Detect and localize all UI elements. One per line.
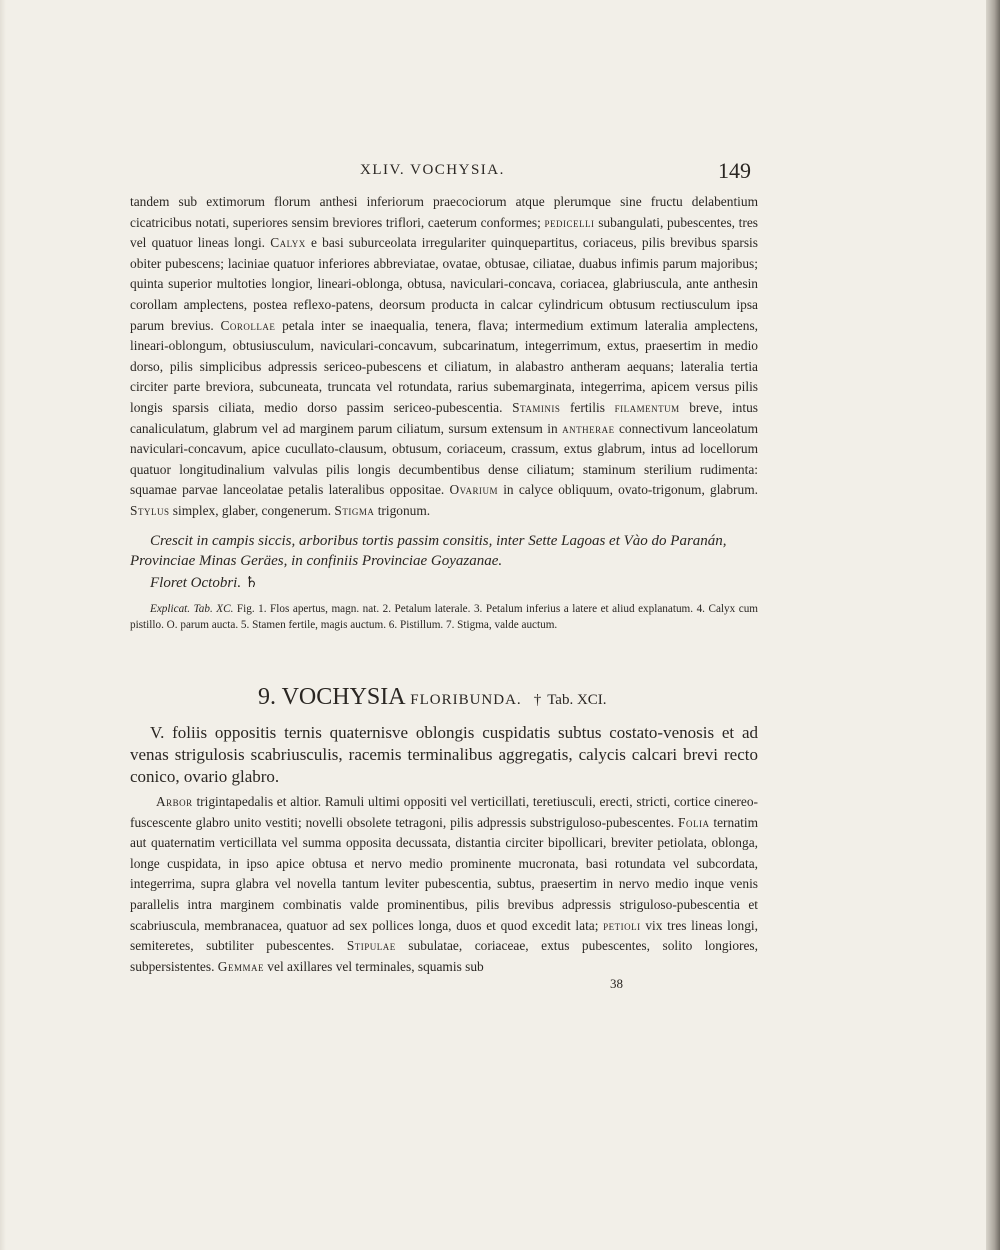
species-number-genus: 9. VOCHYSIA [258, 684, 405, 710]
running-head [0, 160, 1000, 190]
text-run: fertilis [560, 399, 615, 415]
term-antherae: antherae [562, 420, 615, 436]
habitat-note: Crescit in campis siccis, arboribus tortis passim consitis, inter Sette Lagoas et Vào do Paranán, Provinciae Minas Geräes, in confiniis Provinciae Goyazanae. [130, 533, 727, 569]
text-run: vel axillares vel terminales, squamis sub [263, 958, 484, 974]
term-gemmae: Gemmae [217, 958, 264, 974]
term-pedicelli: pedicelli [544, 214, 595, 230]
description-paragraph-1 [130, 192, 758, 522]
text-run: trigintapedalis et altior. Ramuli ultimi oppositi vel verticillati, teretiusculi, erecti, stricti, cortice cinereo-fuscescente glabro unito vestiti; novelli obsolete tetragoni, pilis adpressis substriguloso-pubescentes. [130, 794, 758, 830]
text-run: e basi suburceolata irregulariter quinquepartitus, coriaceus, pilis brevibus sparsis obiter pubescens; laciniae quatuor inferiores abbreviatae, ovatae, obtusae, ciliatae, duabus infimis parum majoribus; quinta superior multoties longior, lineari-oblonga, obtusa, naviculari-concava, coriacea, glabriuscula, ante anthesin corollam amplectens, postea reflexo-patens, deorsum producta in calcar cylindricum obtusum rectiusculum ipsa parum brevius. [130, 235, 758, 333]
text-run: breve, intus canaliculatum, glabrum vel ad marginem parum ciliatum, sursum extensum in [130, 399, 758, 436]
term-calyx: Calyx [270, 235, 306, 251]
species-diagnosis: V. foliis oppositis ternis quaternisve oblongis cuspidatis subtus costato-venosis et ad venas strigulosis scabriusculis, racemis terminalibus aggregatis, calycis calcari brevi recto conico, ovario glabro. [130, 723, 758, 786]
text-run: connectivum lanceolatum naviculari-concavum, apice cucullato-clausum, obtusum, coriaceum, crassum, extus glabrum, intus ad locellorum quatuor longitudinalium valvulas pilis longis decumbentibus dense ciliatum; staminum sterilium rudimenta: squamae parvae lanceolatae petalis lateralibus oppositae. [130, 420, 758, 498]
explicat-label: Explicat. Tab. XC. [150, 603, 234, 615]
term-folia: Folia [678, 814, 710, 830]
explicat-text: Fig. 1. Flos apertus, magn. nat. 2. Petalum laterale. 3. Petalum inferius a latere et aliud explanatum. 4. Calyx cum pistillo. O. parum aucta. 5. Stamen fertile, magis auctum. 6. Pistillum. 7. Stigma, valde auctum. [130, 603, 758, 631]
term-petioli: petioli [603, 917, 641, 933]
term-ovarium: Ovarium [449, 482, 498, 498]
text-run: petala inter se inaequalia, tenera, flava; intermedium extimum lateralia amplectens, lineari-oblongum, obtusiusculum, naviculari-concavum, subcarinatum, integerrimum, extus, praesertim in medio dorso, pilis simplicibus adpressis sericeo-pubescens et ciliatum, in alabastro antheram aequans; lateralia tertia circiter parte breviora, subcuneata, truncata vel rotundata, rarius subemarginata, integerrima, apicem versus pilis longis sparsis ciliata, medio dorso passim sericeo-pubescentia. [130, 317, 759, 415]
text-run: subangulati, pubescentes, tres vel quatuor lineas longi. [130, 214, 759, 251]
plate-reference: Tab. XCI. [547, 692, 607, 708]
flowering-note: Floret Octobri. ♄ [150, 575, 259, 591]
page-number: 149 [718, 158, 751, 183]
term-stigma: Stigma [334, 502, 375, 518]
species-heading [258, 684, 758, 711]
species-epithet: FLORIBUNDA. [410, 692, 522, 708]
term-arbor: Arbor [156, 794, 193, 809]
text-run: tandem sub extimorum florum anthesi inferiorum praecociorum atque plerumque sine fructu delabentium cicatricibus notati, superiores sensim breviores triflori, caeterum conformes; [130, 194, 758, 230]
term-staminis: Staminis [512, 399, 561, 415]
obelus-mark: † [533, 692, 542, 708]
term-corollae: Corollae [220, 317, 276, 333]
text-run: in calyce obliquum, ovato-trigonum, glabrum. [497, 482, 758, 498]
text-run: ternatim aut quaternatim verticillata vel summa opposita decussata, distantia circiter bipollicari, breviter petiolata, oblonga, longe cuspidata, in ipso apice obtusa et nervo medio prominente mucronata, basi rotundata vel subcordata, integerrima, supra glabra vel novella tantum leviter pubescentia, subtus, praesertim in nervo medio inque venis parallelis intra marginem combinatis valde prominentibus, pilis brevibus adpressis striguloso-pubescentia et scabriuscula, membranacea, quatuor ad sex pollices longa, duos et quod excedit lata; [130, 814, 758, 933]
text-run: subulatae, coriaceae, extus pubescentes, solito longiores, subpersistentes. [130, 938, 758, 974]
description-paragraph-2 [130, 792, 758, 977]
text-run: simplex, glaber, congenerum. [169, 502, 335, 518]
term-stipulae: Stipulae [346, 938, 396, 954]
signature-mark: 38 [610, 976, 623, 991]
plate-explanation [130, 601, 758, 633]
running-head-title: XLIV. VOCHYSIA. [360, 162, 505, 178]
term-filamentum: filamentum [614, 399, 680, 415]
text-run: trigonum. [374, 502, 431, 518]
text-run: vix tres lineas longi, semiteretes, subtiliter pubescentes. [130, 917, 758, 954]
term-stylus: Stylus [130, 502, 170, 518]
